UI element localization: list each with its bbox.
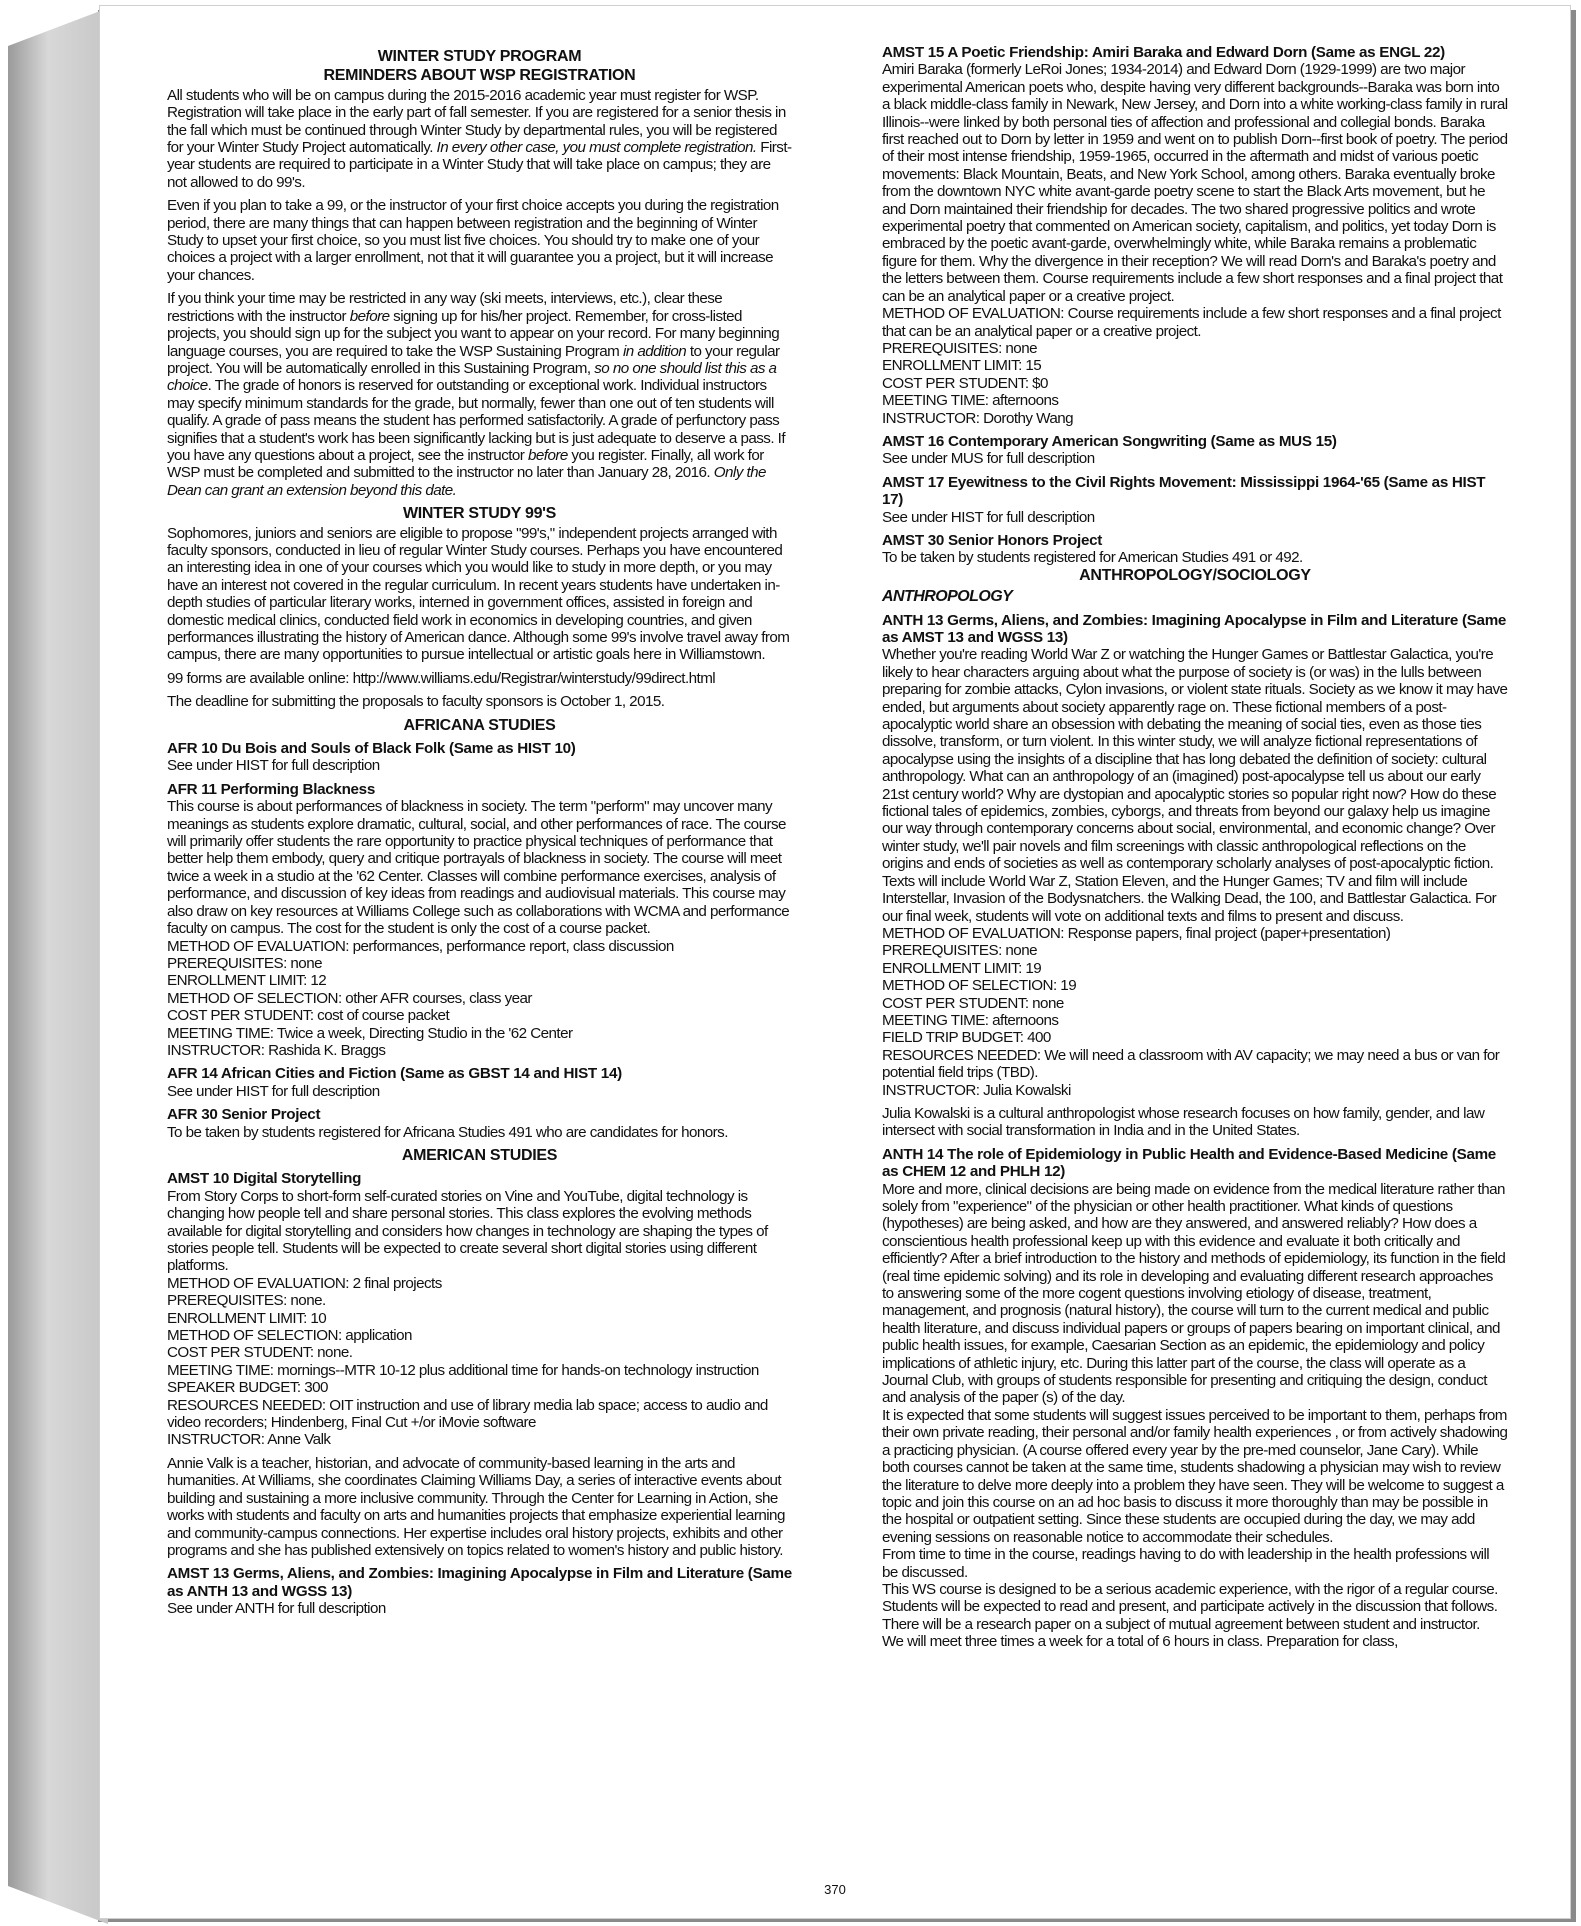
course-title: AFR 10 Du Bois and Souls of Black Folk (Same as HIST 10) — [167, 740, 576, 758]
course-detail-line: PREREQUISITES: none — [882, 942, 1037, 960]
course-description: From time to time in the course, readings having to do with leadership in the health professions will be discussed. — [882, 1546, 1490, 1581]
course-description: Whether you're reading World War Z or watching the Hunger Games or Battlestar Galactica, you're likely to hear characters arguing about what the purpose of society is (or was) in the lulls between preparing for zombie attacks, Cylon invasions, or violent state rituals. Society as we know it may have ended, but arguments about society apparently rage on. These fictional members of a post-apocalyptic world share an obsession with debating the meaning of social ties, even as those ties dissolve, transform, or turn violent. In this winter study, we will analyze fictional representations of apocalypse using the insights of a discipline that has long debated the definition of society: cultural anthropology. What can an anthropology of an (imagined) post-apocalypse tell us about our early 21st century world? Why are dystopian and apocalyptic stories so popular right now? How do these fictional tales of epidemics, zombies, cyborgs, and threats from beyond our galaxy help us imagine our way through contemporary concerns about social, environmental, and economic change? Over winter study, we'll pair novels and film screenings with classic anthropological reflections on the origins and ends of societies as well as contemporary scholarly analyses of post-apocalyptic fiction. Texts will include World War Z, Station Eleven, and the Hunger Games; TV and film will include Interstellar, Invasion of the Bodysnatchers. the Walking Dead, the 100, and Battlestar Galactica. For our final week, students will vote on additional texts and films to present and discuss. — [882, 646, 1508, 925]
course-title: AFR 14 African Cities and Fiction (Same as GBST 14 and HIST 14) — [167, 1065, 622, 1083]
course-detail-line: INSTRUCTOR: Rashida K. Braggs — [167, 1041, 386, 1059]
course-description: From Story Corps to short-form self-curated stories on Vine and YouTube, digital technology is changing how people tell and share personal stories. This class explores the evolving methods available for digital storytelling and considers how changes in technology are shaping the types of stories people tell. Students will be expected to create several short digital stories using different platforms. — [167, 1187, 768, 1275]
section-heading: AMERICAN STUDIES — [401, 1146, 558, 1164]
course-detail-line: PREREQUISITES: none — [882, 339, 1037, 357]
course-description: See under ANTH for full description — [167, 1600, 386, 1618]
course-detail-line: PREREQUISITES: none — [167, 954, 322, 972]
course-description: To be taken by students registered for American Studies 491 or 492. — [882, 549, 1303, 567]
course-detail-line: ENROLLMENT LIMIT: 15 — [882, 357, 1042, 375]
course-detail-line: FIELD TRIP BUDGET: 400 — [882, 1029, 1051, 1047]
book-spine — [8, 8, 108, 1924]
course-detail-line: COST PER STUDENT: cost of course packet — [167, 1007, 450, 1025]
course-detail-line: COST PER STUDENT: $0 — [882, 374, 1048, 392]
course-description: See under HIST for full description — [167, 757, 380, 775]
course-detail-line: METHOD OF EVALUATION: Response papers, final project (paper+presentation) — [882, 924, 1391, 942]
course-description: See under HIST for full description — [167, 1082, 380, 1100]
course-detail-line: METHOD OF SELECTION: other AFR courses, class year — [167, 989, 532, 1007]
paragraph: Sophomores, juniors and seniors are eligible to propose "99's," independent projects arranged with faculty sponsors, conducted in lieu of regular Winter Study courses. Perhaps you have encountered an interesting idea in one of your courses which you would like to study in more depth, or you may have an interest not covered in the regular curriculum. In recent years students have undertaken in-depth studies of particular literary works, interned in government offices, assisted in foreign and domestic medical clinics, conducted field work in economics in developing countries, and given performances illustrating the history of American dance. Although some 99's involve travel away from campus, there are many opportunities to pursue intellectual or artistic goals here in Williamstown. — [167, 524, 790, 664]
course-detail-line: METHOD OF EVALUATION: Course requirements include a few short responses and a final project that can be an analytical paper or a creative project. — [882, 305, 1501, 340]
course-title: AMST 17 Eyewitness to the Civil Rights Movement: Mississippi 1964-'65 (Same as HIST 17) — [882, 473, 1486, 509]
page-number: 370 — [824, 1882, 846, 1897]
section-heading: WINTER STUDY 99'S — [402, 505, 557, 523]
course-detail-line: INSTRUCTOR: Julia Kowalski — [882, 1081, 1071, 1099]
course-detail-line: MEETING TIME: Twice a week, Directing Studio in the '62 Center — [167, 1024, 573, 1042]
course-detail-line: COST PER STUDENT: none — [882, 994, 1064, 1012]
left-column — [167, 48, 792, 1624]
course-detail-line: RESOURCES NEEDED: We will need a classroom with AV capacity; we may need a bus or van for potential field trips (TBD). — [882, 1046, 1500, 1082]
course-description: See under MUS for full description — [882, 450, 1095, 468]
course-detail-line: MEETING TIME: mornings--MTR 10-12 plus additional time for hands-on technology instruction — [167, 1361, 759, 1379]
course-detail-line: METHOD OF EVALUATION: performances, performance report, class discussion — [167, 937, 674, 955]
course-title: AMST 13 Germs, Aliens, and Zombies: Imagining Apocalypse in Film and Literature (Same as ANTH 13 and WGSS 13) — [167, 1565, 792, 1600]
paragraph: All students who will be on campus during the 2015-2016 academic year must register for WSP. Registration will take place in the early part of fall semester. If you are registered for a senior thesis in the fall which must be continued through Winter Study by departmental rules, you will be registered for your Winter Study Project automatically. In every other case, you must complete registration. First-year students are required to participate in a Winter Study that will take place on campus; they are not allowed to do 99's. — [167, 86, 792, 191]
right-column — [882, 44, 1508, 1651]
course-detail-line: ENROLLMENT LIMIT: 12 — [167, 972, 327, 990]
course-title: AMST 16 Contemporary American Songwriting (Same as MUS 15) — [882, 432, 1337, 450]
course-details — [167, 938, 792, 1060]
course-title: AMST 10 Digital Storytelling — [167, 1170, 362, 1188]
course-title: AFR 30 Senior Project — [167, 1106, 321, 1124]
course-description: Amiri Baraka (formerly LeRoi Jones; 1934-2014) and Edward Dorn (1929-1999) are two major experimental American poets who, despite having very different backgrounds--Baraka was born into a black middle-class family in Newark, New Jersey, and Dorn into a white working-class family in rural Illinois--were linked by both personal ties of affection and professional and collegial bonds. Baraka first reached out to Dorn by letter in 1959 and went on to publish Dorn--first book of poetry. The period of their most intense friendship, 1959-1965, occurred in the aftermath and midst of various poetic movements: Black Mountain, Beats, and New York School, among others. Baraka eventually broke from the downtown NYC white avant-garde poetry scene to start the Black Arts movement, but he and Dorn maintained their friendship for decades. The two shared progressive politics and wrote experimental poetry that commented on American society, capitalism, and politics, yet today Dorn is embraced by the poetic avant-garde, overwhelmingly white, while Baraka remains a problematic figure for them. Why the divergence in their reception? We will read Dorn's and Baraka's poetry and the letters between them. Course requirements include a few short responses and a final project that can be an analytical paper or a creative project. — [882, 61, 1508, 305]
course-description: It is expected that some students will suggest issues perceived to be important to them, perhaps from their own private reading, their personal and/or family health experiences , or from actively shadowing a practicing physician. (A course offered every year by the pre-med counselor, Jane Cary). While both courses cannot be taken at the same time, students shadowing a physician may wish to review the literature to delve more deeply into a problem they have seen. They will be welcome to suggest a topic and join this course on an ad hoc basis to discuss it more thoroughly than may be possible in the hospital or outpatient setting. Since these students are occupied during the day, we may add evening sessions on reasonable notice to accommodate their schedules. — [882, 1406, 1508, 1546]
section-heading: ANTHROPOLOGY/SOCIOLOGY — [1079, 566, 1311, 584]
course-description: This WS course is designed to be a serious academic experience, with the rigor of a regular course. Students will be expected to read and present, and participate actively in the discussion that follows. There will be a research paper on a subject of mutual agreement between student and instructor. — [882, 1580, 1498, 1633]
course-detail-line: INSTRUCTOR: Dorothy Wang — [882, 409, 1074, 427]
course-details — [882, 305, 1508, 427]
course-detail-line: MEETING TIME: afternoons — [882, 1011, 1059, 1029]
course-detail-line: INSTRUCTOR: Anne Valk — [167, 1431, 331, 1449]
course-description: We will meet three times a week for a total of 6 hours in class. Preparation for class, — [882, 1633, 1398, 1651]
paragraph: If you think your time may be restricted in any way (ski meets, interviews, etc.), clear these restrictions with the instructor before signing up for his/her project. Remember, for cross-listed projects, you should sign up for the subject you want to appear on your record. For many beginning language courses, you are required to take the WSP Sustaining Program in addition to your regular project. You will be automatically enrolled in this Sustaining Program, so no one should list this as a choice. The grade of honors is reserved for outstanding or exceptional work. Individual instructors may specify minimum standards for the grade, but normally, fewer than one out of ten students will qualify. A grade of pass means the student has performed satisfactorily. A grade of perfunctory pass signifies that a student's work has been significantly lacking but is just adequate to deserve a pass. If you have any questions about a project, see the instructor before you register. Finally, all work for WSP must be completed and submitted to the instructor no later than January 28, 2016. Only the Dean can grant an extension beyond this date. — [167, 290, 786, 499]
course-detail-line: SPEAKER BUDGET: 300 — [167, 1379, 328, 1397]
subsection-heading: ANTHROPOLOGY — [882, 588, 1013, 606]
course-detail-line: METHOD OF EVALUATION: 2 final projects — [167, 1274, 442, 1292]
course-detail-line: COST PER STUDENT: none. — [167, 1344, 353, 1362]
course-title: AMST 30 Senior Honors Project — [882, 531, 1103, 549]
document-page — [100, 6, 1570, 1918]
course-details — [882, 925, 1508, 1099]
instructor-bio: Julia Kowalski is a cultural anthropologist whose research focuses on how family, gender, and law intersect with social transformation in India and in the United States. — [882, 1104, 1485, 1140]
course-detail-line: ENROLLMENT LIMIT: 10 — [167, 1309, 327, 1327]
course-detail-line: METHOD OF SELECTION: 19 — [882, 977, 1077, 995]
course-detail-line: MEETING TIME: afternoons — [882, 392, 1059, 410]
course-detail-line: PREREQUISITES: none. — [167, 1292, 326, 1310]
paragraph: The deadline for submitting the proposals to faculty sponsors is October 1, 2015. — [167, 693, 665, 711]
section-heading: AFRICANA STUDIES — [403, 716, 556, 734]
course-detail-line: RESOURCES NEEDED: OIT instruction and use of library media lab space; access to audio and video recorders; Hindenberg, Final Cut +/or iMovie software — [167, 1396, 768, 1432]
paragraph: Even if you plan to take a 99, or the instructor of your first choice accepts you during the registration period, there are many things that can happen between registration and the beginning of Winter Study to upset your first choice, so you must list five choices. You should try to make one of your choices a project with a larger enrollment, not that it will guarantee you a project, but it will increase your chances. — [167, 197, 779, 284]
course-title: ANTH 13 Germs, Aliens, and Zombies: Imagining Apocalypse in Film and Literature (Same as AMST 13 and WGSS 13) — [882, 611, 1507, 646]
course-title: AMST 15 A Poetic Friendship: Amiri Baraka and Edward Dorn (Same as ENGL 22) — [882, 44, 1445, 61]
course-title: ANTH 14 The role of Epidemiology in Public Health and Evidence-Based Medicine (Same as CHEM 12 and PHLH 12) — [882, 1145, 1496, 1181]
section-heading: REMINDERS ABOUT WSP REGISTRATION — [323, 67, 636, 85]
course-details — [167, 1275, 792, 1449]
paragraph: 99 forms are available online: http://www.williams.edu/Registrar/winterstudy/99direct.html — [167, 669, 716, 687]
course-title: AFR 11 Performing Blackness — [167, 780, 375, 798]
course-description: More and more, clinical decisions are being made on evidence from the medical literature rather than solely from "experience" of the physician or other health practitioner. What kinds of questions (hypotheses) are being asked, and how are they answered, and answered reliably? How does a conscientious health professional keep up with this evidence and evaluate it both critically and efficiently? After a brief introduction to the history and methods of epidemiology, its function in the field (real time epidemic solving) and its role in developing and evaluating different research approaches to answering some of the more cogent questions involving etiology of disease, treatment, management, and prognosis (natural history), the course will turn to the current medical and public health literature, and discuss individual papers or groups of papers bearing on important clinical, and public health issues, for example, Caesarian Section as an epidemic, the epidemiology and policy implications of athletic injury, etc. During this latter part of the course, the class will operate as a Journal Club, with groups of students responsible for presenting and critiquing the design, conduct and analysis of the paper (s) of the day. — [882, 1180, 1506, 1407]
instructor-bio: Annie Valk is a teacher, historian, and advocate of community-based learning in the arts and humanities. At Williams, she coordinates Claiming Williams Day, a series of interactive events about building and sustaining a more inclusive community. Through the Center for Learning in Action, she works with students and faculty on arts and humanities projects that emphasize experiential learning and community-campus connections. Her expertise includes oral history projects, exhibits and other programs and she has published extensively on topics related to women's history and public history. — [167, 1454, 785, 1559]
course-description: This course is about performances of blackness in society. The term "perform" may uncover many meanings as students explore dramatic, cultural, social, and other performances of race. The course will primarily offer students the rare opportunity to practice physical techniques of performance that better help them embody, query and critique portrayals of blackness in society. The course will meet twice a week in a studio at the '62 Center. Classes will combine performance exercises, analysis of performance, and discussion of key ideas from readings and audiovisual materials. This course may also draw on key resources at Williams College such as collaborations with WCMA and performance faculty on campus. The cost for the student is only the cost of a course packet. — [167, 798, 790, 938]
course-description: To be taken by students registered for Africana Studies 491 who are candidates for honors. — [167, 1123, 728, 1141]
section-heading: WINTER STUDY PROGRAM — [377, 48, 582, 65]
course-detail-line: ENROLLMENT LIMIT: 19 — [882, 959, 1042, 977]
course-description: See under HIST for full description — [882, 508, 1095, 526]
course-detail-line: METHOD OF SELECTION: application — [167, 1327, 412, 1345]
